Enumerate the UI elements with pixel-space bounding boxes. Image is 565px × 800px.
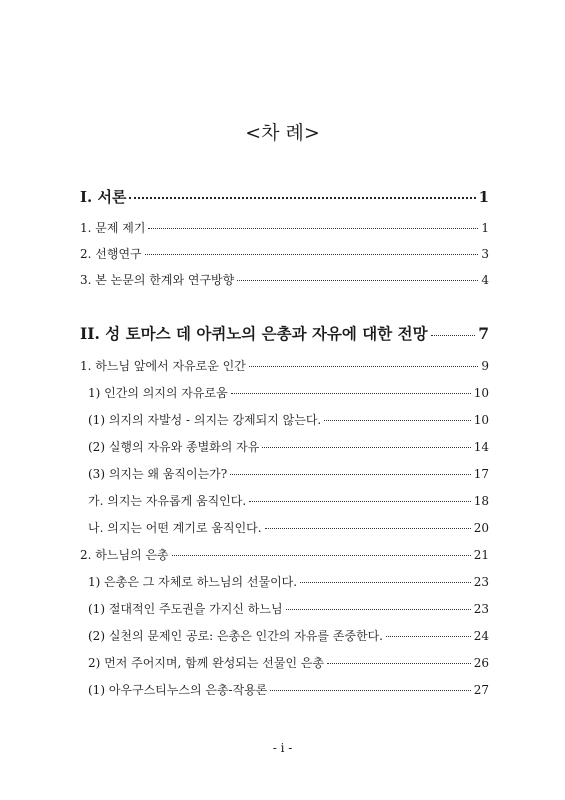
toc-entry xyxy=(88,681,489,698)
toc-entry xyxy=(88,465,489,482)
toc-entry xyxy=(80,357,489,374)
toc-page-number: 24 xyxy=(473,629,489,643)
toc-entry xyxy=(80,219,489,236)
toc-page-number: 10 xyxy=(473,413,489,427)
toc-page-number: 14 xyxy=(473,440,489,454)
dot-leader xyxy=(327,663,471,664)
dot-leader xyxy=(324,420,470,421)
toc-label: 1. 하느님 앞에서 자유로운 인간 xyxy=(80,359,246,373)
toc-entry xyxy=(88,627,489,644)
toc-label: (1) 의지의 자발성 - 의지는 강제되지 않는다. xyxy=(88,413,322,427)
toc-page-number: 1 xyxy=(481,221,489,235)
dot-leader xyxy=(300,582,471,583)
toc-label: 2. 선행연구 xyxy=(80,247,142,261)
toc-page-number: 20 xyxy=(473,521,489,535)
toc-label: II. 성 토마스 데 아퀴노의 은총과 자유에 대한 전망 xyxy=(80,324,428,343)
page-title: <차 례> xyxy=(245,122,320,144)
toc-entry xyxy=(88,438,489,455)
toc-label: (2) 실행의 자유와 종별화의 자유 xyxy=(88,440,260,454)
toc-label: (2) 실천의 문제인 공로: 은총은 인간의 자유를 존중한다. xyxy=(88,629,383,643)
toc-label: 2) 먼저 주어지며, 함께 완성되는 선물인 은총 xyxy=(88,656,325,670)
dot-leader xyxy=(148,228,478,229)
dot-leader xyxy=(230,474,471,475)
toc-page-number: 27 xyxy=(473,683,489,697)
toc-label: 1. 문제 제기 xyxy=(80,221,146,235)
toc-entry xyxy=(88,600,489,617)
toc-section-2 xyxy=(80,322,489,344)
dot-leader xyxy=(172,555,471,556)
toc-label: 나. 의지는 어떤 계기로 움직인다. xyxy=(88,521,262,535)
dot-leader xyxy=(270,690,470,691)
page-footer-number: - i - xyxy=(272,741,293,755)
dot-leader xyxy=(237,280,478,281)
dot-leader xyxy=(129,197,475,199)
toc-section-1 xyxy=(80,186,489,207)
dot-leader xyxy=(431,335,476,336)
toc-label: (1) 아우구스티누스의 은총-작용론 xyxy=(88,683,268,697)
dot-leader xyxy=(286,609,471,610)
toc-label: 3. 본 논문의 한계와 연구방향 xyxy=(80,273,235,287)
toc-entry xyxy=(80,271,489,288)
toc-entry xyxy=(88,654,489,671)
toc-entry xyxy=(88,384,489,401)
dot-leader xyxy=(145,254,479,255)
toc-label: I. 서론 xyxy=(80,188,127,206)
toc-entry xyxy=(88,573,489,590)
toc-page-number: 23 xyxy=(473,602,489,616)
dot-leader xyxy=(249,501,471,502)
toc-page-number: 21 xyxy=(473,548,489,562)
toc-page-number: 26 xyxy=(473,656,489,670)
toc-entry xyxy=(88,519,489,536)
toc-page-number: 23 xyxy=(473,575,489,589)
dot-leader xyxy=(249,366,479,367)
toc-label: 2. 하느님의 은총 xyxy=(80,548,169,562)
toc-entry xyxy=(88,411,489,428)
toc-label: 가. 의지는 자유롭게 움직인다. xyxy=(88,494,247,508)
toc-page-number: 4 xyxy=(481,273,489,287)
toc-label: (3) 의지는 왜 움직이는가? xyxy=(88,467,228,481)
dot-leader xyxy=(231,393,471,394)
toc-page-number: 9 xyxy=(481,359,489,373)
toc-page-number: 3 xyxy=(481,247,489,261)
toc-entry xyxy=(80,245,489,262)
dot-leader xyxy=(386,636,471,637)
toc-label: 1) 은총은 그 자체로 하느님의 선물이다. xyxy=(88,575,298,589)
toc-label: (1) 절대적인 주도권을 가지신 하느님 xyxy=(88,602,283,616)
toc-page-number: 10 xyxy=(473,386,489,400)
dot-leader xyxy=(265,528,471,529)
toc-page-number: 17 xyxy=(473,467,489,481)
toc-label: 1) 인간의 의지의 자유로움 xyxy=(88,386,228,400)
toc-page-number: 18 xyxy=(473,494,489,508)
toc-entry xyxy=(88,492,489,509)
toc-page-number: 7 xyxy=(478,324,489,343)
toc-page-number: 1 xyxy=(478,188,489,206)
dot-leader xyxy=(262,447,470,448)
toc-entry xyxy=(80,546,489,563)
